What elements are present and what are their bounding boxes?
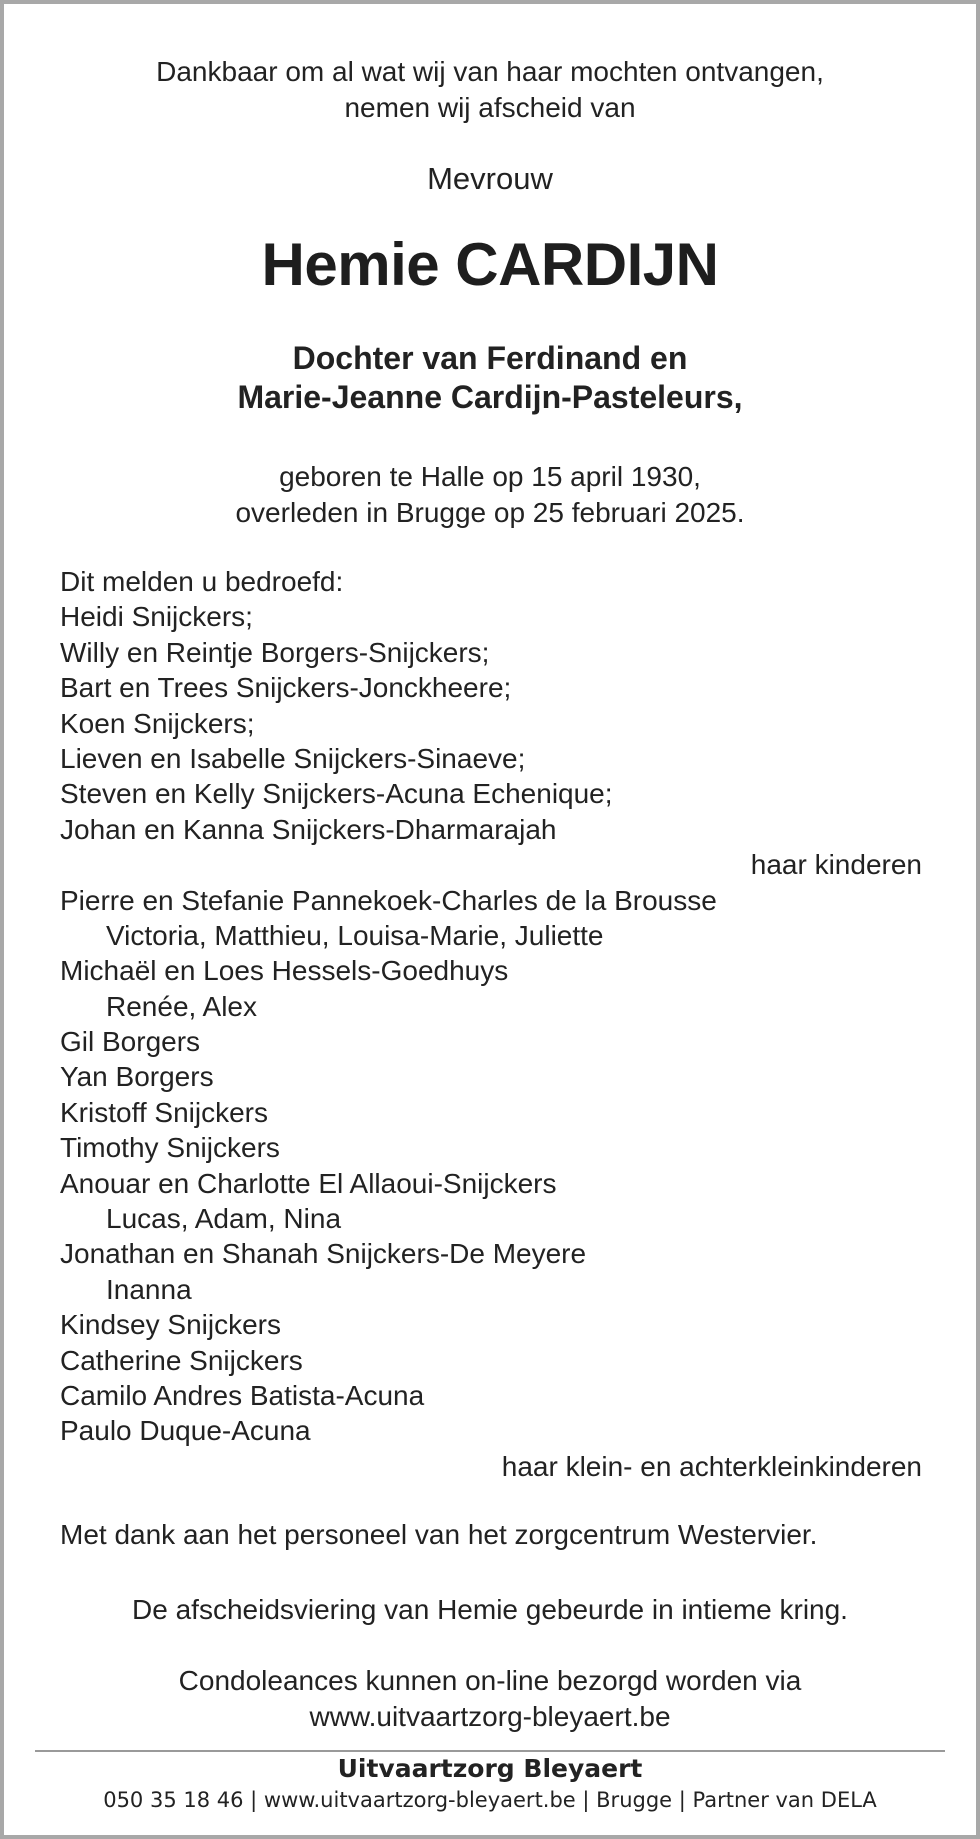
funeral-home-name: Uitvaartzorg Bleyaert xyxy=(337,1754,643,1783)
condolences-text xyxy=(0,1663,980,1734)
family-member-line: Pierre en Stefanie Pannekoek-Charles de la Brousse xyxy=(60,884,717,916)
ceremony-text: De afscheidsviering van Hemie gebeurde in intieme kring. xyxy=(132,1594,848,1625)
family-member-line: Catherine Snijckers xyxy=(60,1344,303,1376)
footer-divider xyxy=(35,1750,945,1752)
relation-label: haar kinderen xyxy=(750,849,922,881)
family-member-line: Yan Borgers xyxy=(60,1061,214,1093)
condolences-url: www.uitvaartzorg-bleyaert.be xyxy=(309,1700,671,1732)
family-member-line: Timothy Snijckers xyxy=(60,1132,280,1164)
family-member-line: Dit melden u bedroefd: xyxy=(60,566,344,597)
grandchildren-names: Renée, Alex xyxy=(106,990,257,1022)
intro-line: nemen wij afscheid van xyxy=(344,91,636,123)
family-list xyxy=(60,564,922,1484)
family-member-line: Koen Snijckers; xyxy=(60,707,255,739)
birth-line: geboren te Halle op 15 april 1930, xyxy=(279,461,701,492)
condolences-line: Condoleances kunnen on-line bezorgd worden via xyxy=(178,1665,802,1696)
family-member-line: Willy en Reintje Borgers-Snijckers; xyxy=(60,636,490,668)
death-line: overleden in Brugge op 25 februari 2025. xyxy=(235,496,745,528)
deceased-name: Hemie CARDIJN xyxy=(261,231,719,298)
family-member-line: Anouar en Charlotte El Allaoui-Snijckers xyxy=(60,1167,557,1199)
family-member-line: Lieven en Isabelle Snijckers-Sinaeve; xyxy=(60,742,526,774)
thanks-text: Met dank aan het personeel van het zorgcentrum Westervier. xyxy=(60,1519,818,1550)
honorific: Mevrouw xyxy=(427,161,553,196)
family-member-line: Jonathan en Shanah Snijckers-De Meyere xyxy=(60,1238,587,1270)
grandchildren-names: Inanna xyxy=(106,1273,192,1305)
parents-line: Marie-Jeanne Cardijn-Pasteleurs, xyxy=(237,379,743,415)
funeral-home-info: 050 35 18 46 | www.uitvaartzorg-bleyaert.be | Brugge | Partner van DELA xyxy=(103,1788,877,1812)
parents-text xyxy=(0,339,980,417)
life-dates xyxy=(0,459,980,530)
relation-label: haar klein- en achterkleinkinderen xyxy=(501,1450,922,1482)
grandchildren-names: Victoria, Matthieu, Louisa-Marie, Juliette xyxy=(106,919,604,951)
family-member-line: Paulo Duque-Acuna xyxy=(60,1415,311,1447)
family-member-line: Gil Borgers xyxy=(60,1026,201,1058)
family-member-line: Michaël en Loes Hessels-Goedhuys xyxy=(60,955,509,987)
family-member-line: Bart en Trees Snijckers-Jonckheere; xyxy=(60,672,512,704)
parents-line: Dochter van Ferdinand en xyxy=(292,340,688,376)
grandchildren-names: Lucas, Adam, Nina xyxy=(106,1203,342,1235)
family-member-line: Kristoff Snijckers xyxy=(60,1096,268,1128)
intro-line: Dankbaar om al wat wij van haar mochten ontvangen, xyxy=(156,56,824,87)
family-member-line: Johan en Kanna Snijckers-Dharmarajah xyxy=(60,813,557,845)
family-member-line: Kindsey Snijckers xyxy=(60,1309,281,1341)
family-member-line: Heidi Snijckers; xyxy=(60,601,253,633)
family-member-line: Camilo Andres Batista-Acuna xyxy=(60,1379,425,1411)
family-member-line: Steven en Kelly Snijckers-Acuna Echenique; xyxy=(60,778,613,810)
intro-text xyxy=(0,54,980,125)
